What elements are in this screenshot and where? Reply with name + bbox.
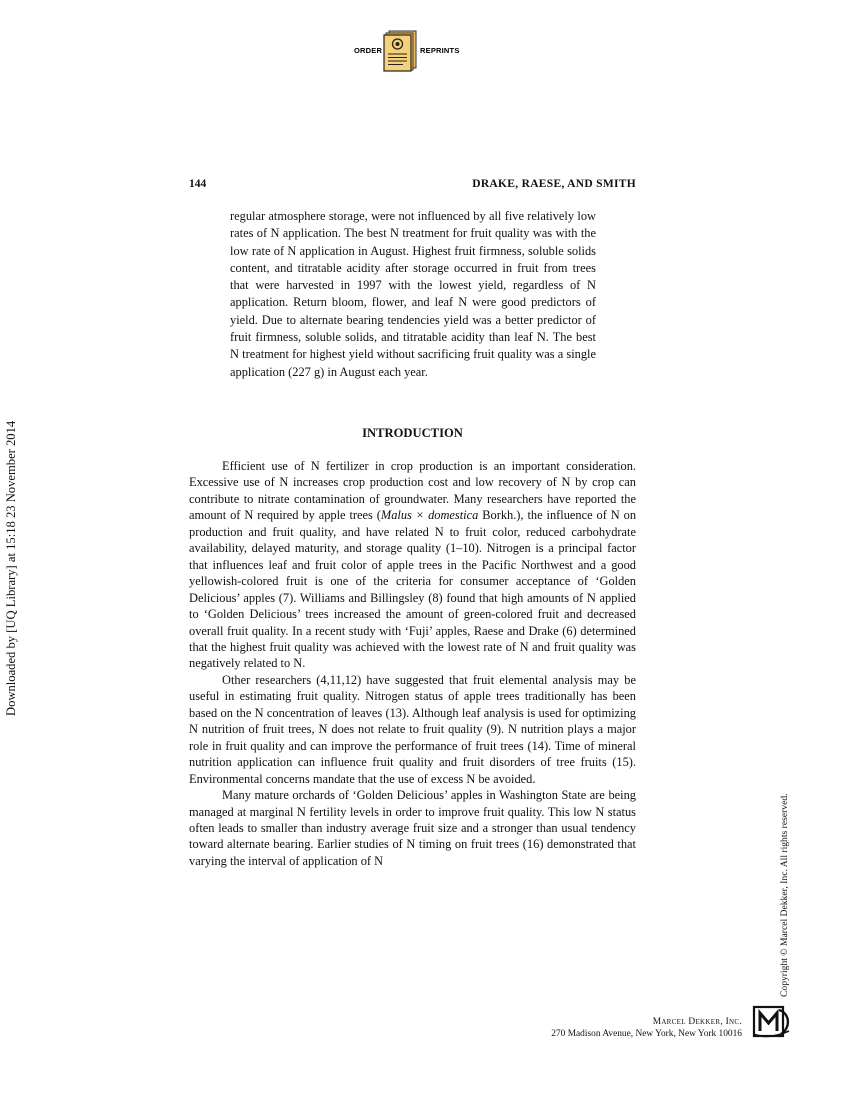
publisher-address: 270 Madison Avenue, New York, New York 10016 (551, 1029, 742, 1039)
publisher-imprint (551, 1016, 742, 1040)
section-heading-introduction: INTRODUCTION (362, 426, 463, 440)
species-name: Malus × domestica (380, 508, 479, 523)
page-number: 144 (189, 178, 207, 190)
introduction-paragraph-1 (189, 458, 636, 672)
copyright-notice: Copyright © Marcel Dekker, Inc. All rights reserved. (779, 793, 790, 997)
paragraph-text: Efficient use of N fertilizer in crop production is an important consideration. Excessive use of N increases crop production cost and low recovery of N by crop can contribute to nitrate contamination of groundwater. Many researchers have reported the amount of N required by apple trees ( (189, 459, 636, 523)
reprints-link[interactable]: REPRINTS (420, 46, 460, 55)
running-authors: DRAKE, RAESE, AND SMITH (472, 178, 636, 190)
marcel-dekker-logo (752, 1004, 792, 1038)
document-stack-icon[interactable] (383, 30, 419, 72)
download-notice: Downloaded by [UQ Library] at 15:18 23 November 2014 (4, 420, 18, 716)
publisher-name: Marcel Dekker, Inc. (652, 1017, 742, 1027)
abstract-text: regular atmosphere storage, were not influenced by all five relatively low rates of N application. The best N treatment for fruit quality was with the low rate of N application in August. Highest fruit firmness, soluble solids content, and titratable acidity after storage occurred in fruit from trees that were harvested in 1997 with the lowest yield, regardless of N application. Return bloom, flower, and leaf N were good predictors of yield. Due to alternate bearing tendencies yield was a better predictor of fruit firmness, soluble solids, and titratable acidity than leaf N. The best N treatment for highest yield without sacrificing fruit quality was a single application (227 g) in August each year. (230, 209, 596, 379)
order-reprints-banner[interactable] (354, 30, 474, 72)
introduction-body (189, 458, 636, 869)
introduction-paragraph-2: Other researchers (4,11,12) have suggested that fruit elemental analysis may be useful in estimating fruit quality. Nitrogen status of apple trees traditionally has been based on the N concentration of leaves (13). Although leaf analysis is used for optimizing N nutrition of fruit trees, N does not relate to fruit quality (9). N nutrition plays a major role in fruit quality and can improve the performance of fruit trees (14). Time of mineral nutrition application can influence fruit quality and fruit disorders of tree fruits (15). Environmental concerns mandate that the use of excess N be avoided. (189, 672, 636, 786)
order-link[interactable]: ORDER (354, 46, 383, 55)
paragraph-text: Borkh.), the influence of N on production and fruit quality, and have related N to fruit color, reduced carbohydrate availability, delayed maturity, and storage quality (1–10). Nitrogen is a principal factor that influences leaf and fruit color of apple trees in the Pacific Northwest and a good yellowish-colored fruit is one of the criteria for consumer acceptance of ‘Golden Delicious’ apples (7). Williams and Billingsley (8) found that high amounts of N applied to ‘Golden Delicious’ trees increased the amount of green-colored fruit and decreased overall fruit quality. In a recent study with ‘Fuji’ apples, Raese and Drake (6) determined that the highest fruit quality was achieved with the lowest rate of N and fruit quality was negatively related to N. (189, 508, 637, 671)
introduction-paragraph-3: Many mature orchards of ‘Golden Delicious’ apples in Washington State are being managed at marginal N fertility levels in order to improve fruit quality. This low N status often leads to smaller than industry average fruit size and a stronger than usual tendency toward alternate bearing. Earlier studies of N timing on fruit trees (16) demonstrated that varying the interval of application of N (189, 788, 636, 868)
